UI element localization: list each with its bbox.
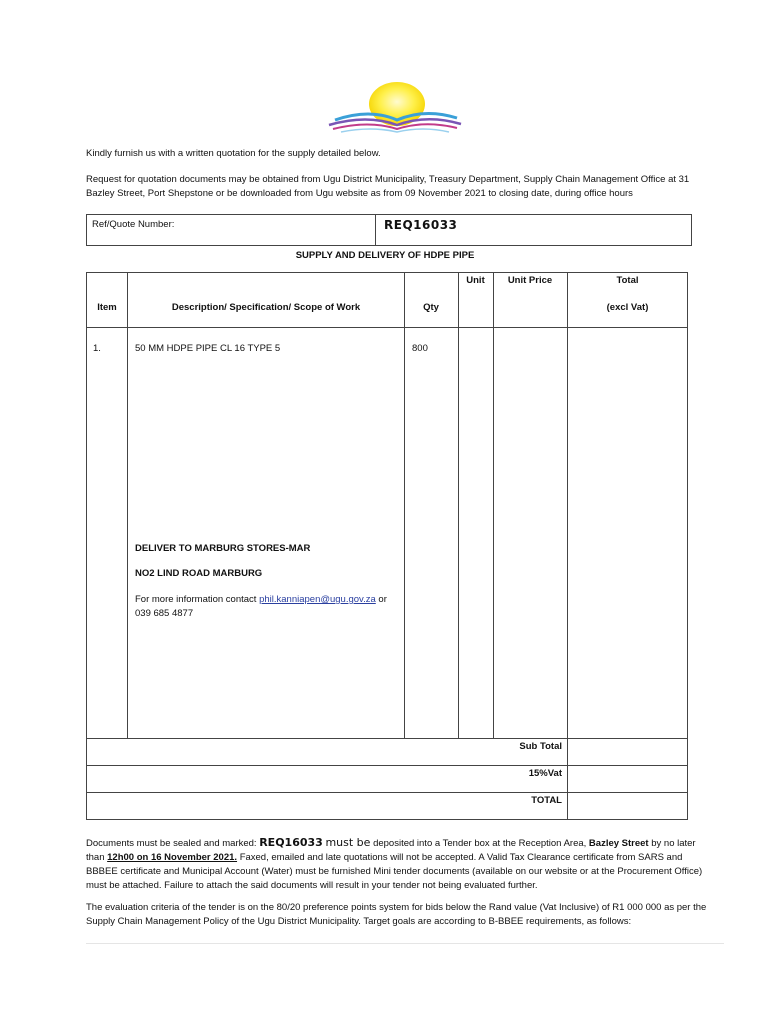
contact-prefix: For more information contact — [135, 594, 257, 605]
contact-phone: 039 685 4877 — [135, 608, 194, 619]
col-divider-unit — [493, 272, 494, 738]
header-total: Total — [616, 275, 639, 286]
body-divider — [86, 738, 688, 739]
contact-info — [135, 593, 400, 621]
p1-intro: Documents must be sealed and marked: — [86, 838, 257, 849]
p1-street: Bazley Street — [588, 838, 649, 849]
subtotal-label: Sub Total — [519, 741, 562, 752]
document-title: SUPPLY AND DELIVERY OF HDPE PIPE — [295, 250, 475, 261]
ref-divider — [375, 214, 376, 246]
contact-email-link[interactable]: phil.kanniapen@ugu.gov.za — [259, 594, 376, 605]
header-unit-price: Unit Price — [507, 275, 553, 286]
col-divider-qty — [458, 272, 459, 738]
header-divider — [86, 327, 688, 328]
header-unit: Unit — [466, 275, 485, 286]
header-total-sub: (excl Vat) — [606, 302, 649, 313]
intro-text: Kindly furnish us with a written quotation for the supply detailed below. — [86, 148, 381, 159]
delivery-line-2: NO2 LIND ROAD MARBURG — [135, 568, 263, 579]
total-label: TOTAL — [531, 795, 562, 806]
p1-deadline-prefix: by no later than — [86, 838, 696, 863]
delivery-line-1: DELIVER TO MARBURG STORES-MAR — [135, 543, 311, 554]
header-description: Description/ Specification/ Scope of Work — [171, 302, 361, 313]
subtotal-divider — [86, 765, 688, 766]
p1-requirements: Faxed, emailed and late quotations will not be accepted. A Valid Tax Clearance certificate from SARS and BBBEE certificate and Municipal Account (Water) must be furnished Mini tender documents (available on our website or at the Procurement Office) must be attached. Failure to attach the said documents will result in your tender not being evaluated further. — [86, 852, 703, 891]
request-text: Request for quotation documents may be obtained from Ugu District Municipality, Treasury Department, Supply Chain Management Office at 31 Bazley Street, Port Shepstone or be downloaded from Ugu website as from 09 November 2021 to closing date, during office hours — [86, 174, 690, 199]
submission-instructions — [86, 836, 714, 893]
page-footer-divider — [86, 943, 724, 944]
row-qty: 800 — [412, 343, 428, 354]
p1-deposit: deposited into a Tender box at the Reception Area, — [373, 838, 587, 849]
col-divider-desc — [404, 272, 405, 738]
vat-label: 15%Vat — [528, 768, 562, 779]
p1-deadline: 12h00 on 16 November 2021. — [107, 852, 238, 863]
col-divider-item — [127, 272, 128, 738]
header-item: Item — [97, 302, 117, 313]
ref-quote-label: Ref/Quote Number: — [92, 219, 175, 230]
row-description: 50 MM HDPE PIPE CL 16 TYPE 5 — [135, 343, 281, 354]
ref-quote-number: REQ16033 — [384, 218, 458, 232]
municipality-logo — [325, 80, 465, 135]
contact-suffix: or — [378, 594, 387, 605]
p1-ref-number: REQ16033 — [259, 836, 323, 849]
header-qty: Qty — [423, 302, 439, 313]
evaluation-criteria: The evaluation criteria of the tender is on the 80/20 preference points system for bids below the Rand value (Vat Inclusive) of R1 000 000 as per the Supply Chain Management Policy of the Ugu District Municipality. Target goals are according to B-BBEE requirements, as follows: — [86, 902, 707, 927]
vat-divider — [86, 792, 688, 793]
p1-must-be: must be — [325, 836, 371, 849]
row-item-number: 1. — [93, 343, 101, 354]
